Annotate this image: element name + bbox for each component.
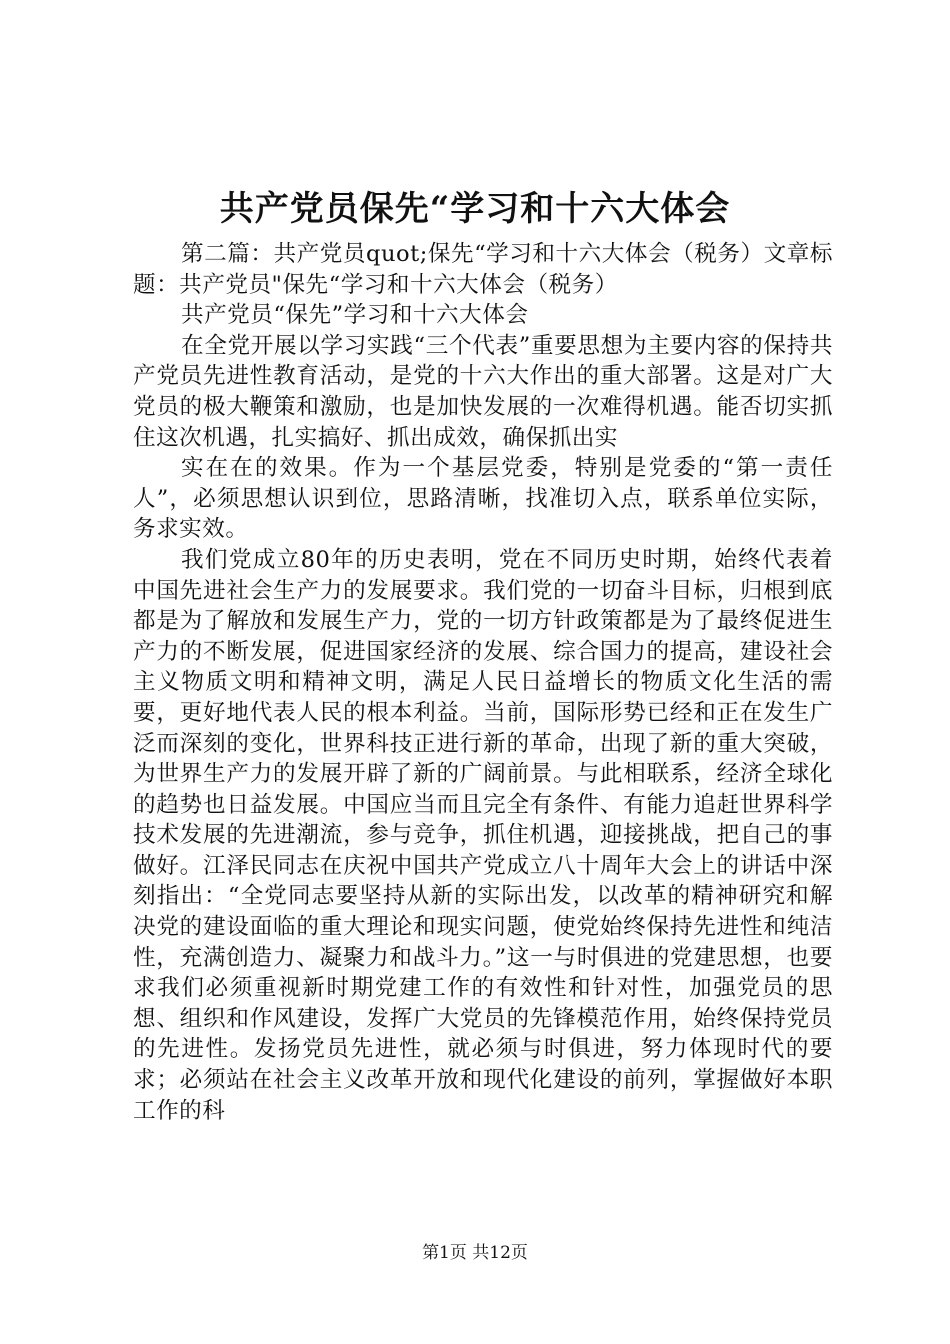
paragraph-2: 实在在的效果。作为一个基层党委，特别是党委的“第一责任人”，必须思想认识到位，思路清晰，找准切入点，联系单位实际，务求实效。 bbox=[133, 455, 833, 543]
paragraph-3: 我们党成立80年的历史表明，党在不同历史时期，始终代表着中国先进社会生产力的发展要求。我们党的一切奋斗目标，归根到底都是为了解放和发展生产力，党的一切方针政策都是为了最终促进生产力的不断发展，促进国家经济的发展、综合国力的提高，建设社会主义物质文明和精神文明，满足人民日益增长的物质文化生活的需要，更好地代表人民的根本利益。当前，国际形势已经和正在发生广泛而深刻的变化，世界科技正进行新的革命，出现了新的重大突破，为世界生产力的发展开辟了新的广阔前景。与此相联系，经济全球化的趋势也日益发展。中国应当而且完全有条件、有能力追赶世界科学技术发展的先进潮流，参与竞争，抓住机遇，迎接挑战，把自己的事做好。江泽民同志在庆祝中国共产党成立八十周年大会上的讲话中深刻指出：“全党同志要坚持从新的实际出发，以改革的精神研究和解决党的建设面临的重大理论和现实问题，使党始终保持先进性和纯洁性，充满创造力、凝聚力和战斗力。”这一与时俱进的党建思想，也要求我们必须重视新时期党建工作的有效性和针对性，加强党员的思想、组织和作风建设，发挥广大党员的先锋模范作用，始终保持党员的先进性。发扬党员先进性，就必须与时俱进，努力体现时代的要求；必须站在社会主义改革开放和现代化建设的前列，掌握做好本职工作的科 bbox=[133, 546, 833, 1124]
page-number-footer: 第1页 共12页 bbox=[422, 1243, 528, 1263]
document-body bbox=[133, 239, 833, 1126]
paragraph-1: 在全党开展以学习实践“三个代表”重要思想为主要内容的保持共产党员先进性教育活动，是党的十六大作出的重大部署。这是对广大党员的极大鞭策和激励，也是加快发展的一次难得机遇。能否切实抓住这次机遇，扎实搞好、抓出成效，确保抓出实 bbox=[133, 332, 833, 451]
paragraph-subtitle: 共产党员“保先”学习和十六大体会 bbox=[181, 302, 529, 329]
paragraph-intro: 第二篇：共产党员quot;保先“学习和十六大体会（税务）文章标题：共产党员"保先“学习和十六大体会（税务） bbox=[133, 241, 833, 298]
document-title: 共产党员保先“学习和十六大体会 bbox=[219, 189, 731, 229]
